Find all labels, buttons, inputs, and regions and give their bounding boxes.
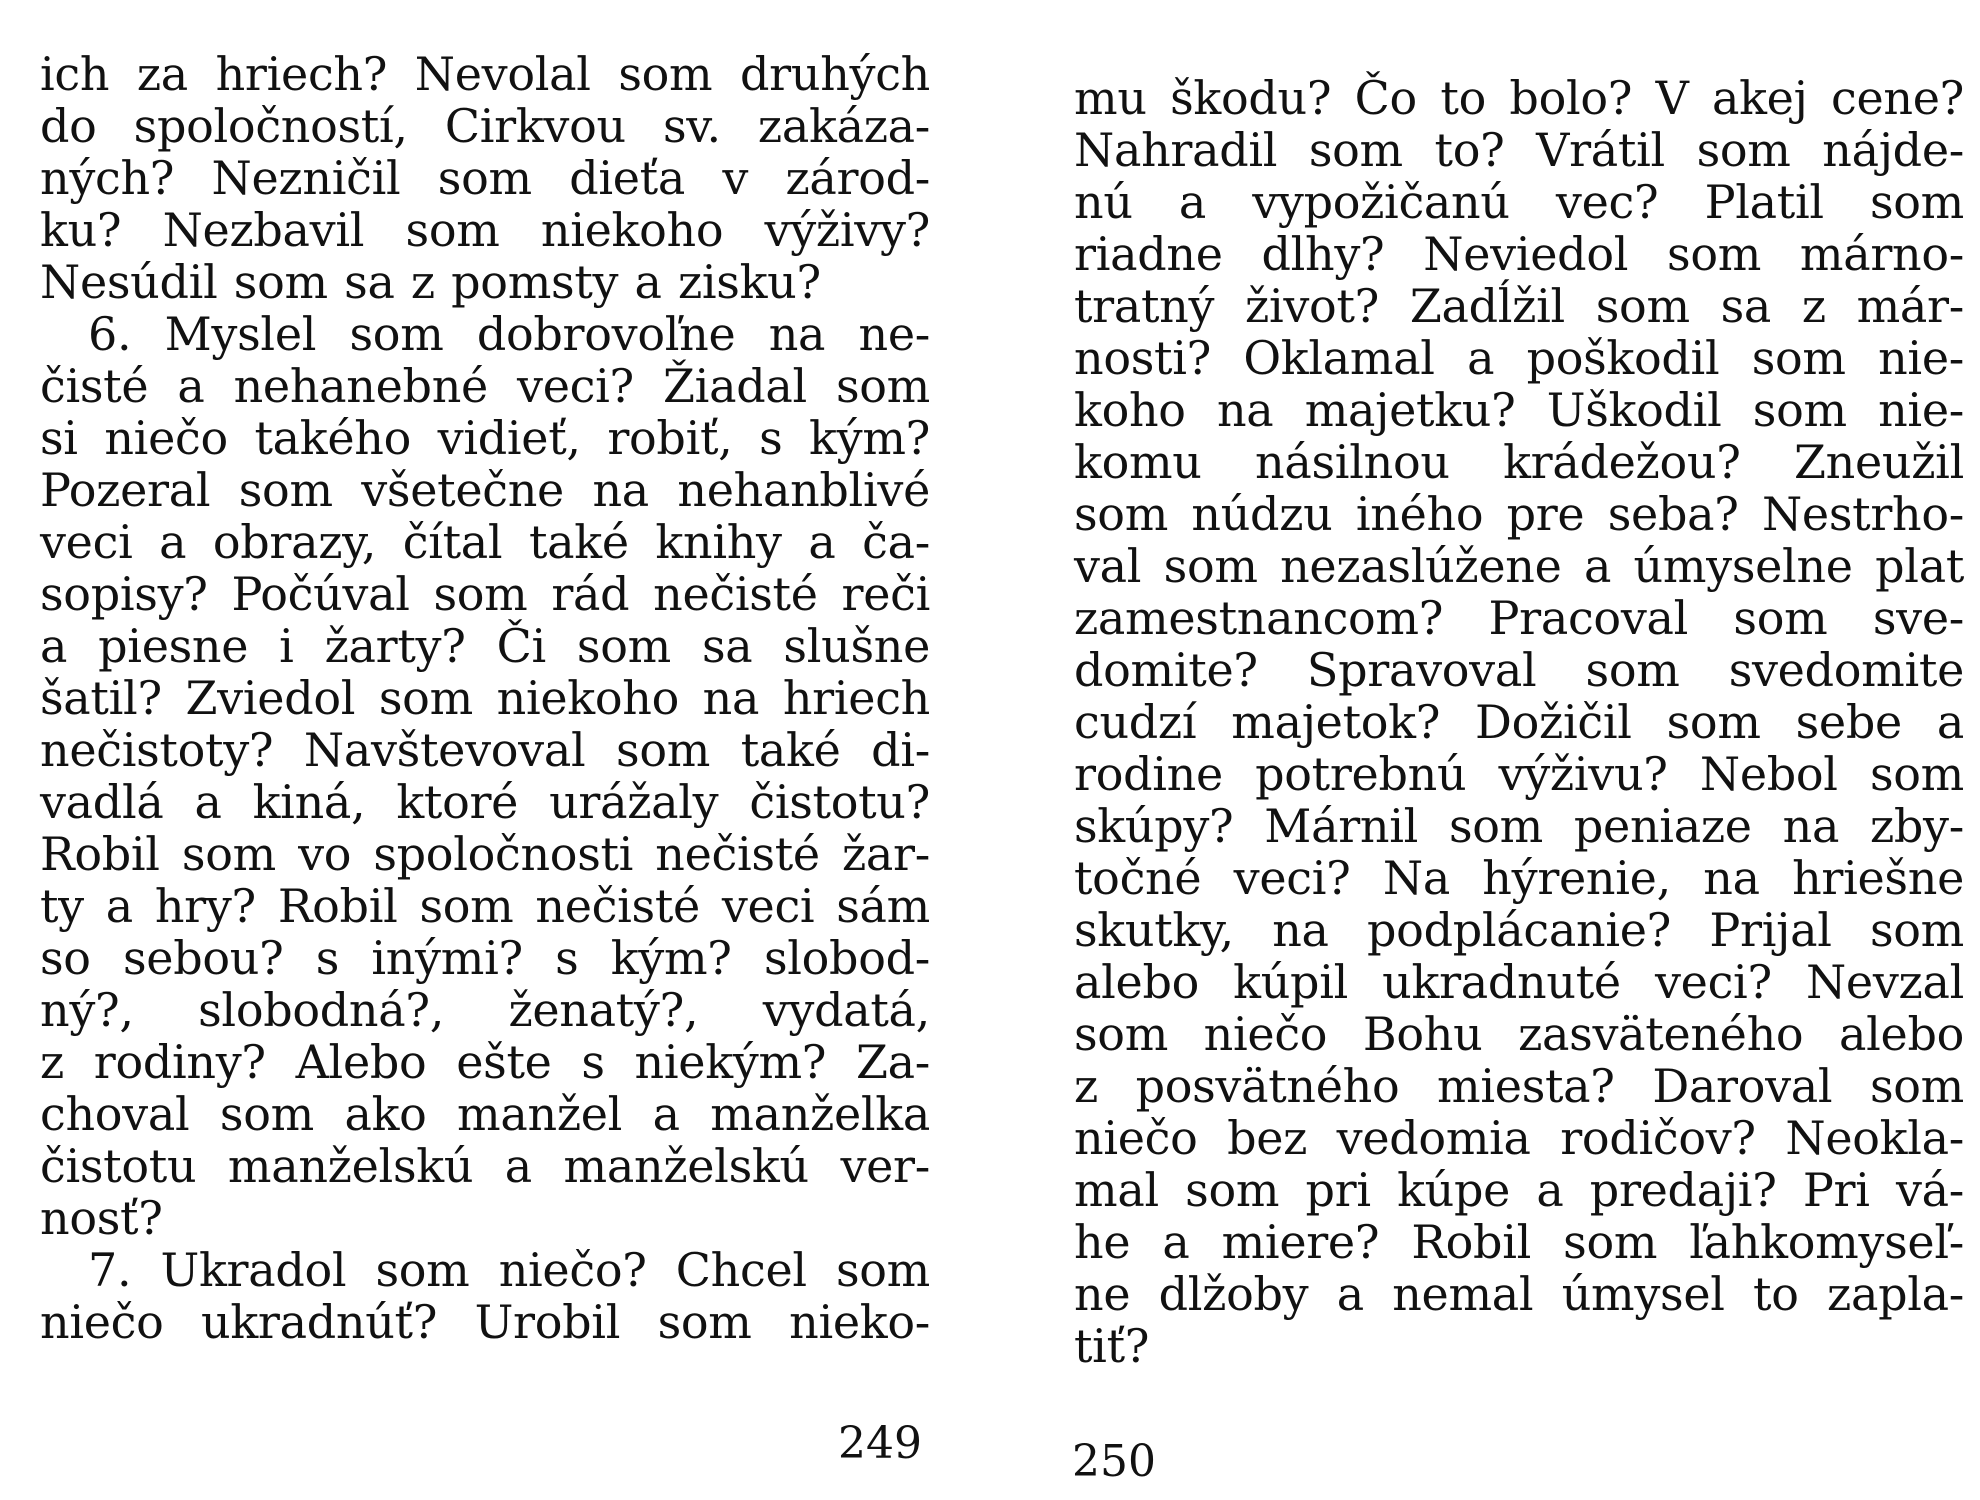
text-line: ne dlžoby a nemal úmysel to zapla-	[1074, 1267, 1964, 1321]
right-page	[990, 0, 1980, 1500]
text-line: ku? Nezbavil som niekoho výživy?	[40, 203, 930, 257]
page-number: 250	[1072, 1436, 1156, 1487]
text-line: so sebou? s inými? s kým? slobod-	[40, 931, 930, 985]
text-line: čisté a nehanebné veci? Žiadal som	[40, 359, 930, 413]
text-line: 7. Ukradol som niečo? Chcel som	[88, 1243, 930, 1297]
text-line: nú a vypožičanú vec? Platil som	[1074, 175, 1964, 229]
text-line: Nesúdil som sa z pomsty a zisku?	[40, 255, 821, 309]
text-line: alebo kúpil ukradnuté veci? Nevzal	[1074, 955, 1964, 1009]
text-line: koho na majetku? Uškodil som nie-	[1074, 383, 1964, 437]
text-line: z rodiny? Alebo ešte s niekým? Za-	[40, 1035, 930, 1089]
right-page-text	[1074, 72, 1964, 1372]
text-line: val som nezaslúžene a úmyselne plat	[1074, 539, 1964, 593]
page-number: 249	[838, 1418, 922, 1469]
text-line: skúpy? Márnil som peniaze na zby-	[1074, 799, 1964, 853]
text-line: tiť?	[1074, 1319, 1150, 1373]
text-line: nosti? Oklamal a poškodil som nie-	[1074, 331, 1964, 385]
text-line: Pozeral som všetečne na nehanblivé	[40, 463, 930, 517]
text-line: rodine potrebnú výživu? Nebol som	[1074, 747, 1964, 801]
text-line: nosť?	[40, 1191, 163, 1245]
text-line: komu násilnou krádežou? Zneužil	[1074, 435, 1964, 489]
text-line: šatil? Zviedol som niekoho na hriech	[40, 671, 930, 725]
text-line: skutky, na podplácanie? Prijal som	[1074, 903, 1964, 957]
text-line: domite? Spravoval som svedomite	[1074, 643, 1964, 697]
text-line: som niečo Bohu zasväteného alebo	[1074, 1007, 1964, 1061]
text-line: cudzí majetok? Dožičil som sebe a	[1074, 695, 1964, 749]
text-line: čistotu manželskú a manželskú ver-	[40, 1139, 930, 1193]
text-line: he a miere? Robil som ľahkomyseľ-	[1074, 1215, 1964, 1269]
text-line: mu škodu? Čo to bolo? V akej cene?	[1074, 71, 1964, 125]
text-line: mal som pri kúpe a predaji? Pri vá-	[1074, 1163, 1964, 1217]
text-line: niečo ukradnúť? Urobil som nieko-	[40, 1295, 930, 1349]
text-line: a piesne i žarty? Či som sa slušne	[40, 619, 930, 673]
text-line: vadlá a kiná, ktoré urážaly čistotu?	[40, 775, 930, 829]
text-line: Robil som vo spoločnosti nečisté žar-	[40, 827, 930, 881]
text-line: zamestnancom? Pracoval som sve-	[1074, 591, 1964, 645]
text-line: z posvätného miesta? Daroval som	[1074, 1059, 1964, 1113]
text-line: veci a obrazy, čítal také knihy a ča-	[40, 515, 930, 569]
text-line: ných? Nezničil som dieťa v zárod-	[40, 151, 930, 205]
text-line: riadne dlhy? Neviedol som márno-	[1074, 227, 1964, 281]
text-line: ich za hriech? Nevolal som druhých	[40, 47, 930, 101]
text-line: sopisy? Počúval som rád nečisté reči	[40, 567, 930, 621]
text-line: točné veci? Na hýrenie, na hriešne	[1074, 851, 1964, 905]
text-line: do spoločností, Cirkvou sv. zakáza-	[40, 99, 930, 153]
left-page-text	[40, 48, 930, 1348]
text-line: tratný život? Zadĺžil som sa z már-	[1074, 279, 1964, 333]
text-line: ný?, slobodná?, ženatý?, vydatá,	[40, 983, 930, 1037]
text-line: ty a hry? Robil som nečisté veci sám	[40, 879, 930, 933]
text-line: choval som ako manžel a manželka	[40, 1087, 930, 1141]
text-line: nečistoty? Navštevoval som také di-	[40, 723, 930, 777]
text-line: si niečo takého vidieť, robiť, s kým?	[40, 411, 930, 465]
text-line: niečo bez vedomia rodičov? Neokla-	[1074, 1111, 1964, 1165]
text-line: 6. Myslel som dobrovoľne na ne-	[88, 307, 930, 361]
text-line: som núdzu iného pre seba? Nestrho-	[1074, 487, 1964, 541]
text-line: Nahradil som to? Vrátil som nájde-	[1074, 123, 1964, 177]
